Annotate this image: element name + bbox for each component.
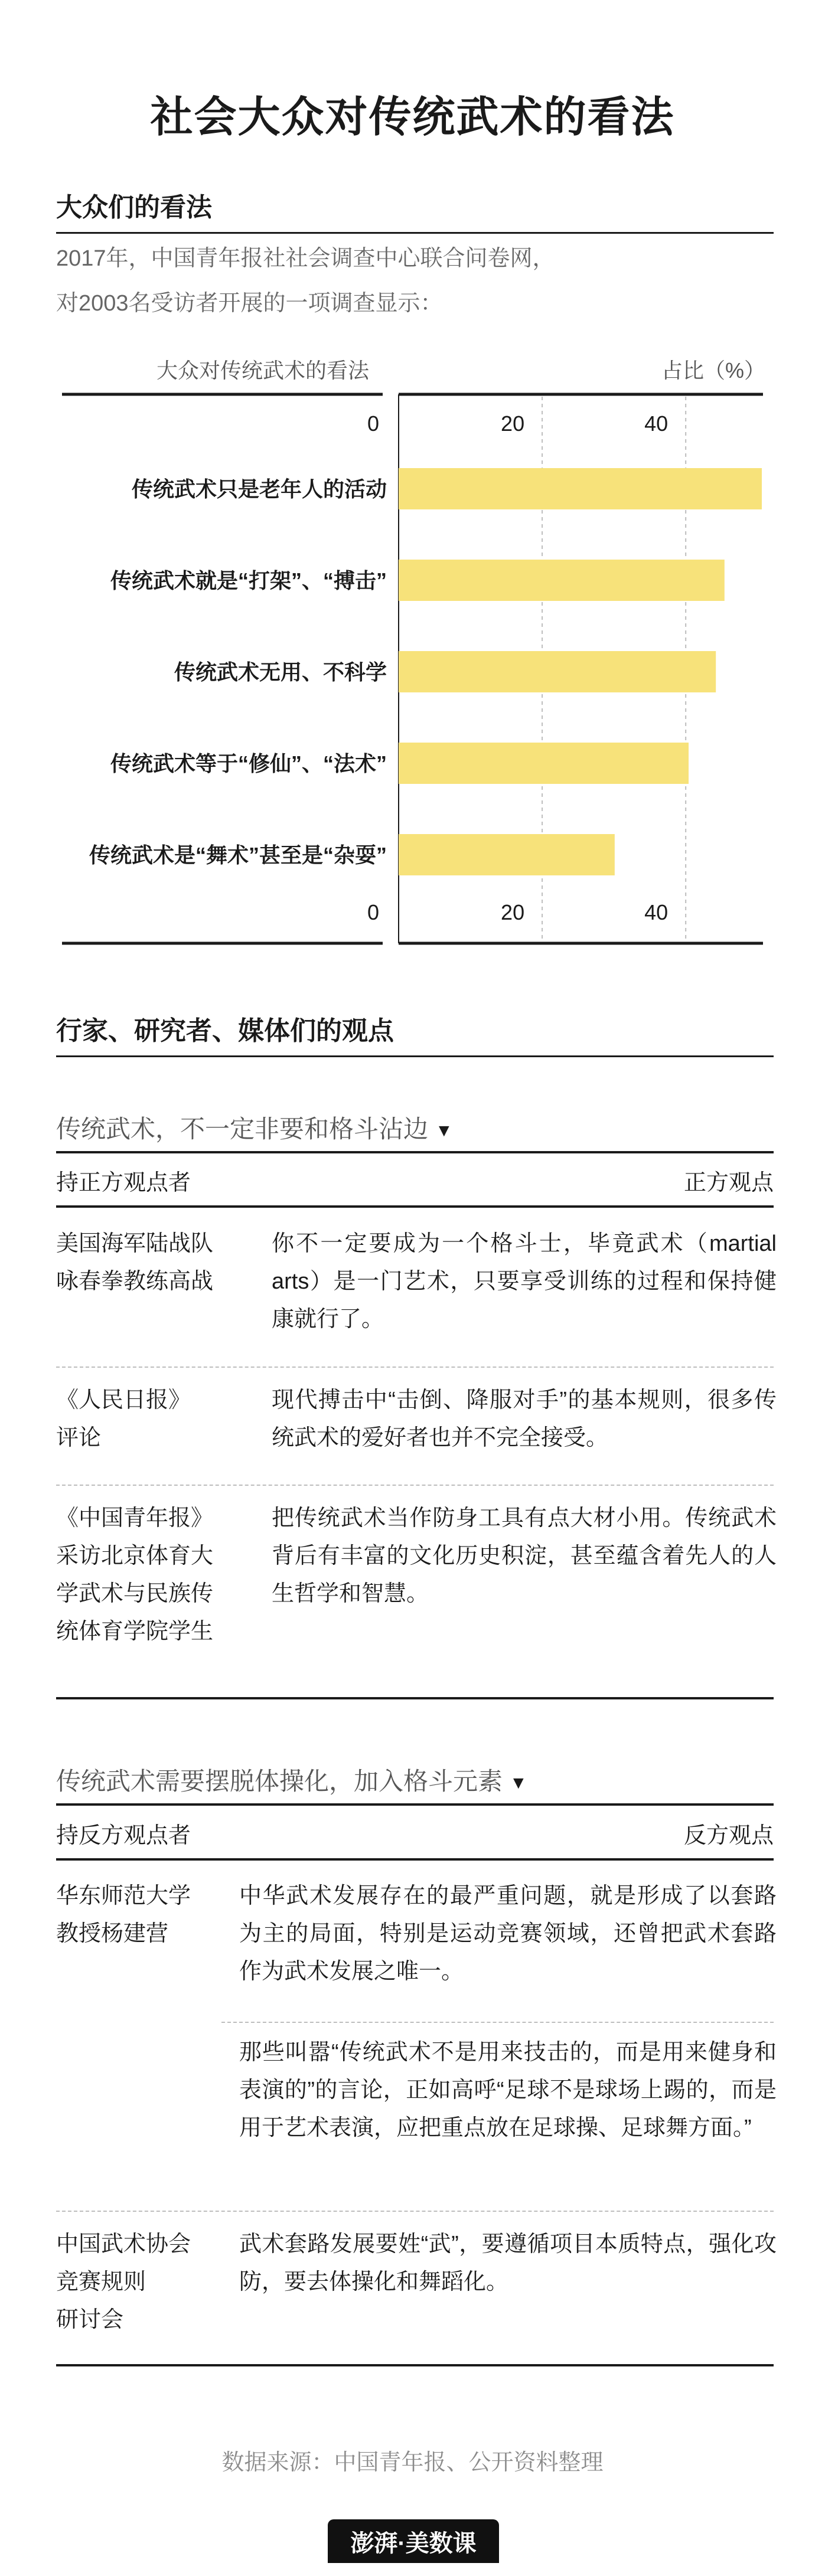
pro-row1-opinion: 你不一定要成为一个格斗士，毕竟武术（martial arts）是一门艺术，只要享受训练的过程和保持健康就行了。 [272,1231,777,1332]
x-tick-label: 20 [501,900,525,924]
who-line: 评论 [56,1426,102,1450]
pro-subheading [56,1110,774,1145]
con-subheading [56,1762,774,1797]
pro-row3-who [56,1499,251,1650]
triangle-down-icon: ▼ [435,1120,453,1140]
bar-chart [0,0,825,968]
category-label: 传统武术就是“打架”、“搏击” [110,568,387,593]
con-row1-opinion-2: 那些叫嚣“传统武术不是用来技击的，而是用来健身和表演的”的言论，正如高呼“足球不是球场上踢的，而是用于艺术表演，应把重点放在足球操、足球舞方面。” [239,2040,777,2140]
section1-heading: 大众们的看法 [56,186,774,234]
con-subheading-text: 传统武术需要摆脱体操化，加入格斗元素 [56,1767,503,1795]
who-line: 咏春拳教练高战 [56,1269,214,1294]
con-row1-who [56,1877,251,1953]
who-line: 采访北京体育大 [56,1544,214,1568]
x-tick-label: 40 [644,900,669,924]
bar [399,651,716,692]
who-line: 《中国青年报》 [56,1506,214,1531]
con-row2-opinion: 武术套路发展要姓“武”，要遵循项目本质特点，强化攻防，要去体操化和舞蹈化。 [239,2232,777,2294]
con-column-headers [56,1817,774,1849]
category-label: 传统武术是“舞术”甚至是“杂耍” [89,843,387,867]
who-line: 学武术与民族传 [56,1581,214,1606]
bar [399,743,689,784]
bar [399,468,762,509]
who-line: 中国武术协会 [56,2232,191,2257]
brand-logo: 澎湃·美数课 [328,2519,499,2563]
chart-header-left: 大众对传统武术的看法 [156,358,370,383]
who-line: 统体育学院学生 [56,1619,214,1644]
section2-heading: 行家、研究者、媒体们的观点 [56,1009,774,1057]
divider [56,1803,774,1806]
divider [56,1205,774,1208]
intro-line-2: 对2003名受访者开展的一项调查显示： [56,291,443,316]
who-line: 华东师范大学 [56,1884,191,1908]
pro-row2-opinion: 现代搏击中“击倒、降服对手”的基本规则，很多传统武术的爱好者也并不完全接受。 [272,1388,777,1450]
who-line: 美国海军陆战队 [56,1231,214,1256]
pro-col-left: 持正方观点者 [56,1171,191,1195]
who-line: 教授杨建营 [56,1921,169,1946]
divider [56,2364,774,2366]
pro-row2-who [56,1381,251,1457]
x-tick-label: 0 [367,900,380,924]
page-title: 社会大众对传统武术的看法 [150,94,675,141]
category-label: 传统武术等于“修仙”、“法术” [110,751,387,776]
row-divider [221,2022,774,2023]
divider [56,1151,774,1153]
data-source: 数据来源：中国青年报、公开资料整理 [221,2450,604,2475]
pro-column-headers [56,1164,774,1197]
who-line: 研讨会 [56,2307,124,2332]
pro-row3-opinion: 把传统武术当作防身工具有点大材小用。传统武术背后有丰富的文化历史积淀，甚至蕴含着先人的人生哲学和智慧。 [272,1506,777,1606]
pro-col-right: 正方观点 [683,1171,774,1195]
x-tick-label: 40 [644,411,669,436]
pro-subheading-text: 传统武术，不一定非要和格斗沾边 [56,1115,429,1143]
row-divider [56,1485,774,1486]
category-label: 传统武术无用、不科学 [174,660,387,684]
bar [399,834,615,875]
category-label: 传统武术只是老年人的活动 [131,477,387,501]
intro-line-1: 2017年，中国青年报社社会调查中心联合问卷网， [56,246,555,271]
con-row2-who [56,2225,251,2339]
bar [399,560,725,601]
x-tick-label: 20 [501,411,525,436]
divider [56,1858,774,1861]
who-line: 《人民日报》 [56,1388,191,1413]
row-divider [56,1367,774,1368]
divider [56,1697,774,1699]
triangle-down-icon: ▼ [510,1773,527,1793]
chart-header-right: 占比（%） [661,358,766,383]
who-line: 竞赛规则 [56,2270,146,2294]
con-row1-opinion-1: 中华武术发展存在的最严重问题，就是形成了以套路为主的局面，特别是运动竞赛领域，还曾把武术套路作为武术发展之唯一。 [239,1884,777,1984]
con-col-right: 反方观点 [683,1823,774,1848]
con-col-left: 持反方观点者 [56,1823,191,1848]
pro-row1-who [56,1225,251,1300]
row-divider [56,2211,774,2212]
x-tick-label: 0 [367,411,380,436]
